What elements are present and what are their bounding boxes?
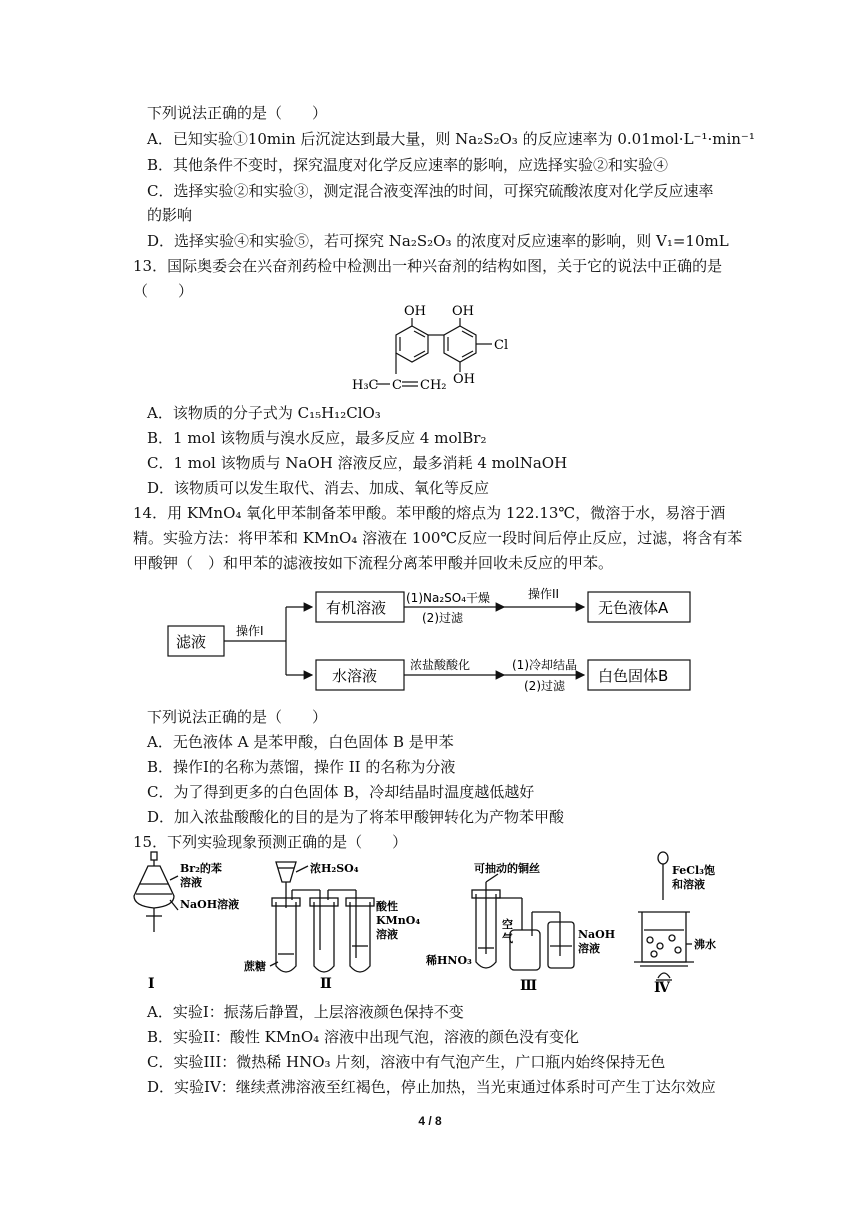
- q15-apparatus-diagram: [130, 850, 740, 995]
- page-number: 4 / 8: [418, 1114, 442, 1128]
- flow-filtrate: 滤液: [176, 633, 207, 651]
- q12-option-a: A．已知实验①10min 后沉淀达到最大量，则 Na₂S₂O₃ 的反应速率为 0.01mol·L⁻¹·min⁻¹: [147, 130, 755, 148]
- flow-filter2: (2)过滤: [524, 679, 565, 693]
- struct-cl: Cl: [494, 338, 509, 353]
- q14-stem-question: 下列说法正确的是（ ）: [147, 708, 328, 726]
- q12-option-b: B．其他条件不变时，探究温度对化学反应速率的影响，应选择实验②和实验④: [147, 156, 669, 174]
- struct-oh-left: OH: [404, 304, 426, 319]
- app1-label-naoh: NaOH溶液: [180, 898, 240, 911]
- app2-label-kmno4: KMnO₄: [376, 914, 421, 927]
- q13-option-b: B．1 mol 该物质与溴水反应，最多反应 4 molBr₂: [147, 429, 487, 447]
- app3-number: Ⅲ: [520, 978, 538, 994]
- q14-option-b: B．操作I的名称为蒸馏，操作 II 的名称为分液: [147, 758, 456, 776]
- app1-label-solution: 溶液: [180, 876, 202, 889]
- app3-label-air-2: 气: [502, 932, 513, 945]
- q12-stem: 下列说法正确的是（ ）: [147, 104, 328, 122]
- q15-option-b: B．实验II：酸性 KMnO₄ 溶液中出现气泡，溶液的颜色没有变化: [147, 1028, 579, 1046]
- q14-flowchart: [160, 580, 700, 700]
- app2-label-acidic: 酸性: [376, 900, 398, 913]
- flow-op2: 操作II: [528, 587, 560, 601]
- q13-option-a: A．该物质的分子式为 C₁₅H₁₂ClO₃: [147, 404, 381, 422]
- flow-filter1: (2)过滤: [422, 611, 463, 625]
- flow-aqueous: 水溶液: [332, 667, 378, 685]
- q15-stem: 15．下列实验现象预测正确的是（ ）: [133, 833, 408, 851]
- app4-label-solution: 和溶液: [672, 878, 705, 891]
- app3-label-copper: 可抽动的铜丝: [474, 862, 540, 875]
- flow-liquid-a: 无色液体A: [598, 599, 669, 617]
- q13-option-d: D．该物质可以发生取代、消去、加成、氧化等反应: [147, 479, 490, 497]
- app4-number: Ⅳ: [654, 980, 670, 995]
- app3-label-naoh: NaOH: [578, 928, 616, 941]
- q14-option-a: A．无色液体 A 是苯甲酸，白色固体 B 是甲苯: [147, 733, 454, 751]
- flow-cool: (1)冷却结晶: [512, 658, 577, 672]
- app2-label-h2so4: 浓H₂SO₄: [310, 862, 359, 875]
- flow-op1: 操作I: [236, 624, 264, 638]
- flow-organic: 有机溶液: [326, 599, 387, 617]
- flow-acidify: 浓盐酸酸化: [410, 658, 471, 672]
- struct-h3c: H₃C: [352, 378, 379, 393]
- struct-ch2: CH₂: [420, 378, 447, 393]
- struct-c: C: [392, 378, 402, 393]
- q13-option-c: C．1 mol 该物质与 NaOH 溶液反应，最多消耗 4 molNaOH: [147, 454, 568, 472]
- q14-stem: 14．用 KMnO₄ 氧化甲苯制备苯甲酸。苯甲酸的熔点为 122.13℃，微溶于水，易溶于酒: [133, 504, 726, 522]
- app3-label-air-1: 空: [502, 918, 513, 931]
- q14-stem-cont1: 精。实验方法：将甲苯和 KMnO₄ 溶液在 100℃反应一段时间后停止反应，过滤，将含有苯: [133, 529, 743, 547]
- q12-option-c: C．选择实验②和实验③，测定混合液变浑浊的时间，可探究硫酸浓度对化学反应速率: [147, 182, 714, 200]
- app3-label-solution: 溶液: [578, 942, 600, 955]
- q15-option-a: A．实验I：振荡后静置，上层溶液颜色保持不变: [147, 1003, 464, 1021]
- struct-oh-top: OH: [452, 304, 474, 319]
- app1-number: Ⅰ: [148, 976, 155, 992]
- q12-option-d: D．选择实验④和实验⑤，若可探究 Na₂S₂O₃ 的浓度对反应速率的影响，则 V₁=10mL: [147, 232, 729, 250]
- q14-option-d: D．加入浓盐酸酸化的目的是为了将苯甲酸钾转化为产物苯甲酸: [147, 808, 565, 826]
- q14-stem-cont2: 甲酸钾（ ）和甲苯的滤液按如下流程分离苯甲酸并回收未反应的甲苯。: [133, 554, 614, 572]
- q14-option-c: C．为了得到更多的白色固体 B，冷却结晶时温度越低越好: [147, 783, 535, 801]
- q13-stem-cont: （ ）: [133, 282, 194, 300]
- app2-label-solution: 溶液: [376, 928, 398, 941]
- app3-label-hno3: 稀HNO₃: [426, 954, 472, 967]
- q12-option-c-cont: 的影响: [147, 206, 193, 224]
- q15-option-c: C．实验III：微热稀 HNO₃ 片刻，溶液中有气泡产生，广口瓶内始终保持无色: [147, 1053, 666, 1071]
- app4-label-boiling-water: 沸水: [694, 938, 716, 951]
- app1-label-bromine: Br₂的苯: [180, 862, 222, 875]
- app2-number: Ⅱ: [320, 976, 332, 992]
- q15-option-d: D．实验IV：继续煮沸溶液至红褐色，停止加热，当光束通过体系时可产生丁达尔效应: [147, 1078, 716, 1096]
- flow-solid-b: 白色固体B: [598, 667, 669, 685]
- app4-label-fecl3: FeCl₃饱: [672, 864, 715, 877]
- q13-structure-diagram: [340, 300, 540, 400]
- flow-dry: (1)Na₂SO₄干燥: [406, 591, 491, 605]
- app2-label-sucrose: 蔗糖: [244, 960, 266, 973]
- q13-stem: 13．国际奥委会在兴奋剂药检中检测出一种兴奋剂的结构如图，关于它的说法中正确的是: [133, 257, 723, 275]
- struct-oh-bottom: OH: [453, 372, 475, 387]
